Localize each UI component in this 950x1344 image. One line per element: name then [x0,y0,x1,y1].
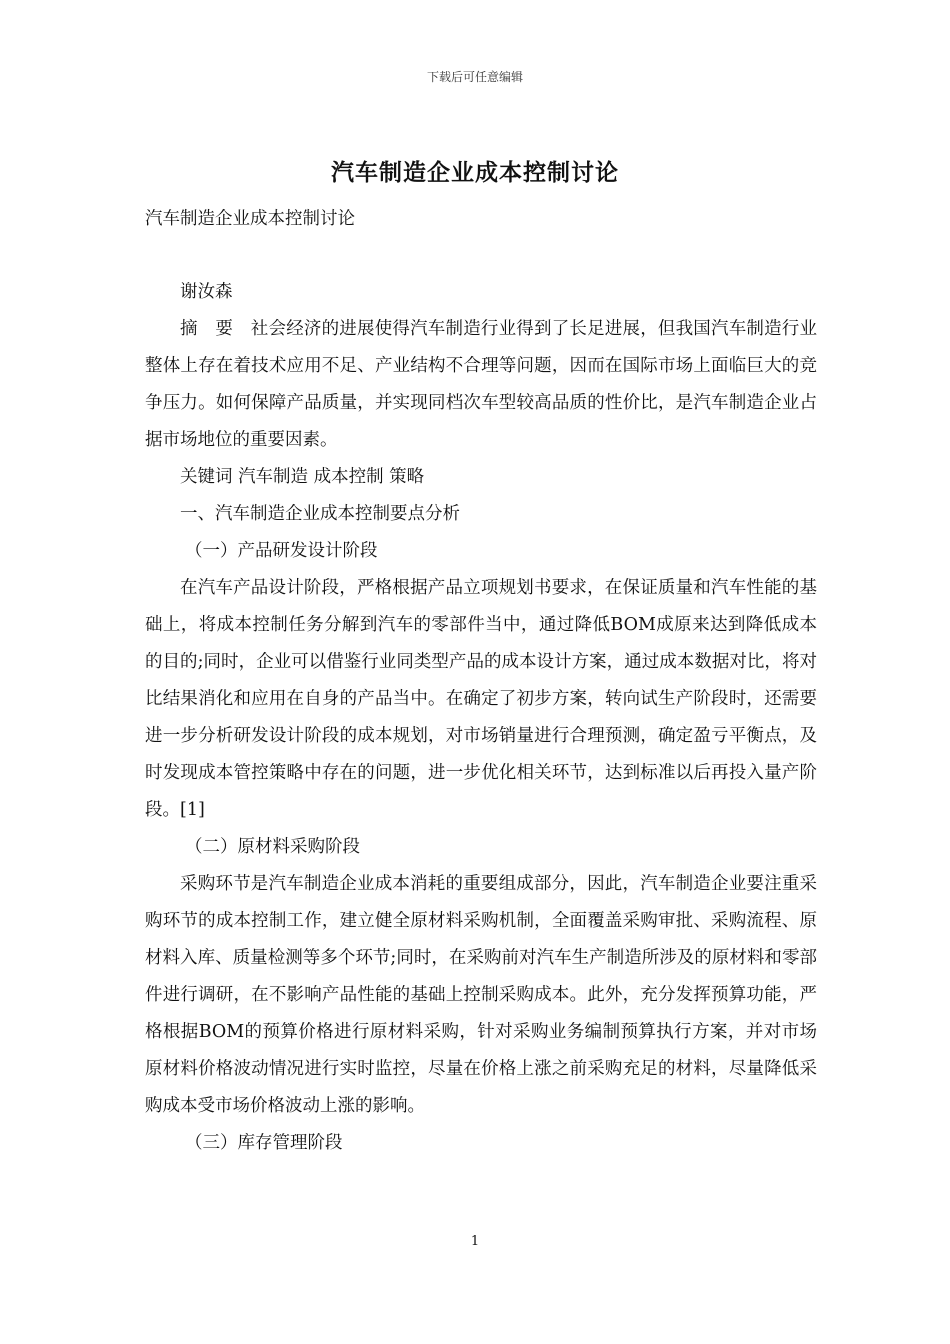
subsection-paragraph-2: 采购环节是汽车制造企业成本消耗的重要组成部分，因此，汽车制造企业要注重采购环节的成本控制工作，建立健全原材料采购机制，全面覆盖采购审批、采购流程、原材料入库、质量检测等多个环节;同时，在采购前对汽车生产制造所涉及的原材料和零部件进行调研，在不影响产品性能的基础上控制采购成本。此外，充分发挥预算功能，严格根据BOM的预算价格进行原材料采购，针对采购业务编制预算执行方案，并对市场原材料价格波动情况进行实时监控，尽量在价格上涨之前采购充足的材料，尽量降低采购成本受市场价格波动上涨的影响。 [145,874,817,1116]
abstract-paragraph: 摘 要 社会经济的进展使得汽车制造行业得到了长足进展，但我国汽车制造行业整体上存在着技术应用不足、产业结构不合理等问题，因而在国际市场上面临巨大的竞争压力。如何保障产品质量，并实现同档次车型较高品质的性价比，是汽车制造企业占据市场地位的重要因素。 [145,319,817,450]
subsection-paragraph-1: 在汽车产品设计阶段，严格根据产品立项规划书要求，在保证质量和汽车性能的基础上，将成本控制任务分解到汽车的零部件当中，通过降低BOM成原来达到降低成本的目的;同时，企业可以借鉴行业同类型产品的成本设计方案，通过成本数据对比，将对比结果消化和应用在自身的产品当中。在确定了初步方案，转向试生产阶段时，还需要进一步分析研发设计阶段的成本规划，对市场销量进行合理预测，确定盈亏平衡点，及时发现成本管控策略中存在的问题，进一步优化相关环节，达到标准以后再投入量产阶段。[1] [145,578,817,820]
subsection-heading-3: （三）库存管理阶段 [185,1133,343,1153]
page-number: 1 [470,1234,480,1249]
keywords: 关键词 汽车制造 成本控制 策略 [180,467,425,487]
subtitle: 汽车制造企业成本控制讨论 [145,209,355,229]
subsection-heading-2: （二）原材料采购阶段 [185,837,360,857]
author: 谢汝森 [180,282,233,302]
document-title: 汽车制造企业成本控制讨论 [331,159,619,186]
blank-line [145,238,817,274]
subsection-heading-1: （一）产品研发设计阶段 [185,541,378,561]
header-note: 下载后可任意编辑 [426,70,523,84]
document-body [145,201,817,1162]
section-heading-1: 一、汽车制造企业成本控制要点分析 [180,504,460,524]
